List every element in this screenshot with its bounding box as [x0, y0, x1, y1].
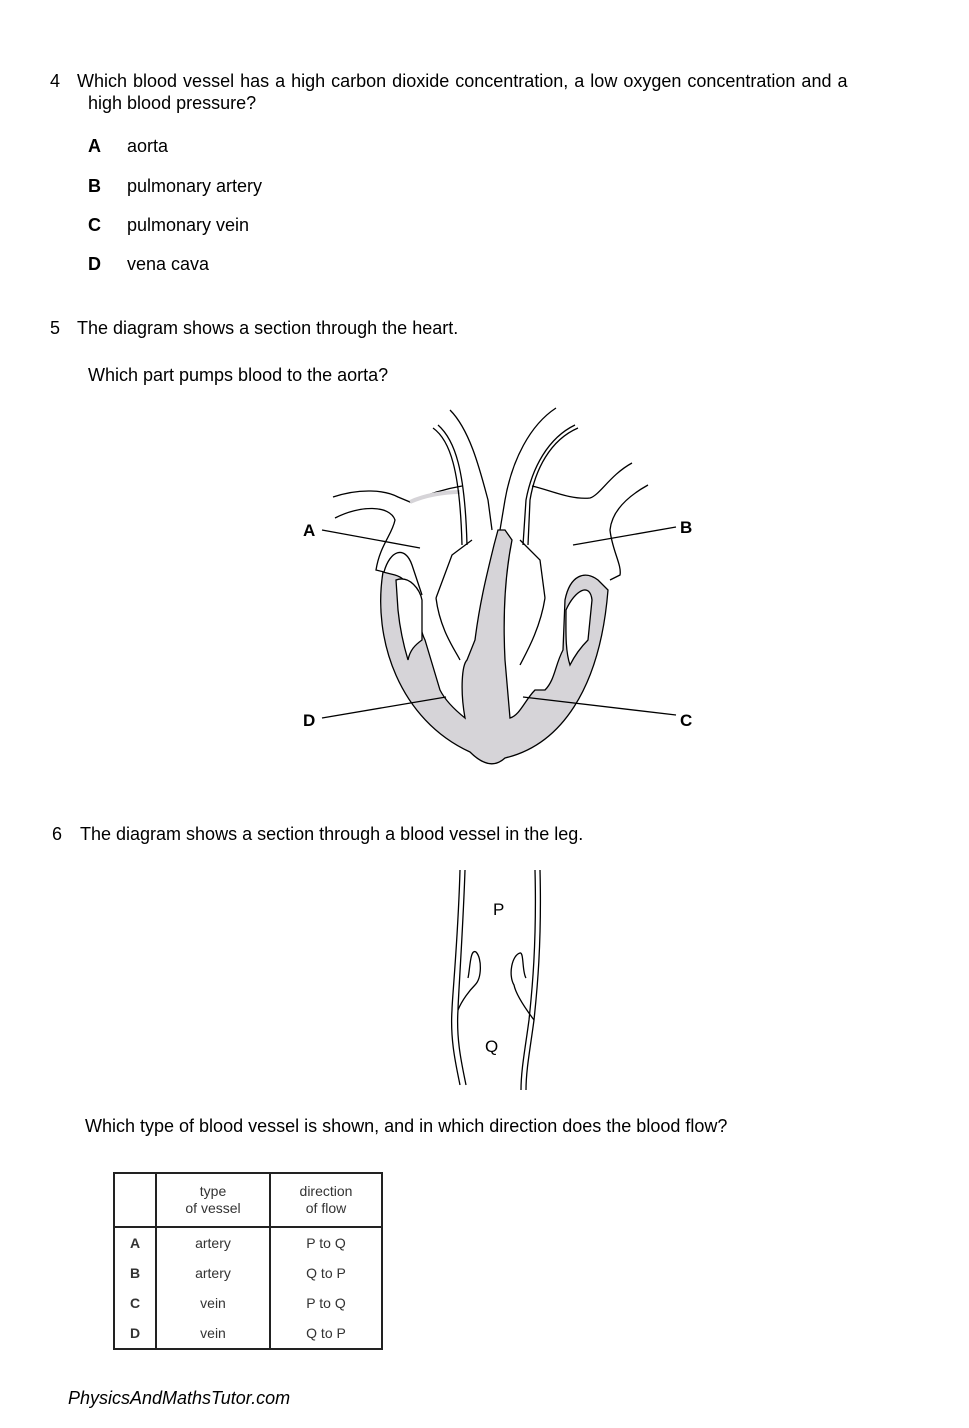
table-row	[114, 1318, 382, 1349]
question-5-question: Which part pumps blood to the aorta?	[88, 365, 389, 385]
row-direction: P to Q	[270, 1288, 382, 1318]
table-row	[114, 1288, 382, 1318]
row-direction: Q to P	[270, 1318, 382, 1349]
question-4-stem-cont: high blood pressure?	[88, 93, 257, 113]
heart-label-d: D	[303, 711, 316, 730]
question-6-stem: The diagram shows a section through a blood vessel in the leg.	[80, 824, 584, 844]
option-a-text: aorta	[127, 136, 169, 156]
heart-label-a: A	[303, 521, 316, 540]
question-5-number: 5	[50, 318, 61, 338]
table-header-direction	[270, 1173, 382, 1227]
table-header-empty	[114, 1173, 156, 1227]
row-type: vein	[156, 1288, 270, 1318]
row-letter: C	[114, 1288, 156, 1318]
question-5-stem: The diagram shows a section through the heart.	[77, 318, 459, 338]
header-text: type	[199, 1183, 227, 1199]
row-type: vein	[156, 1318, 270, 1349]
option-c-letter: C	[88, 215, 101, 235]
answer-table	[113, 1172, 383, 1350]
table-row	[114, 1227, 382, 1258]
row-letter: A	[114, 1227, 156, 1258]
footer-watermark: PhysicsAndMathsTutor.com	[68, 1388, 291, 1408]
heart-label-c: C	[680, 711, 693, 730]
question-6-question: Which type of blood vessel is shown, and in which direction does the blood flow?	[85, 1116, 728, 1136]
option-d-letter: D	[88, 254, 101, 274]
header-text: of vessel	[185, 1200, 241, 1216]
table-row	[114, 1258, 382, 1288]
vessel-label-p: P	[493, 900, 505, 919]
header-text: of flow	[305, 1200, 347, 1216]
table-header-row	[114, 1173, 382, 1227]
option-c-text: pulmonary vein	[127, 215, 250, 235]
row-direction: P to Q	[270, 1227, 382, 1258]
question-6-number: 6	[52, 824, 63, 844]
option-d-text: vena cava	[127, 254, 210, 274]
option-a-letter: A	[88, 136, 101, 156]
table-header-type	[156, 1173, 270, 1227]
row-letter: B	[114, 1258, 156, 1288]
header-text: direction	[299, 1183, 353, 1199]
heart-label-b: B	[680, 518, 693, 537]
question-4-stem: Which blood vessel has a high carbon dioxide concentration, a low oxygen concentration and a	[77, 71, 848, 91]
row-type: artery	[156, 1227, 270, 1258]
row-type: artery	[156, 1258, 270, 1288]
option-b-text: pulmonary artery	[127, 176, 263, 196]
row-letter: D	[114, 1318, 156, 1349]
heart-diagram	[322, 408, 676, 764]
option-b-letter: B	[88, 176, 101, 196]
vessel-label-q: Q	[485, 1037, 499, 1056]
row-direction: Q to P	[270, 1258, 382, 1288]
question-4-number: 4	[50, 71, 61, 91]
